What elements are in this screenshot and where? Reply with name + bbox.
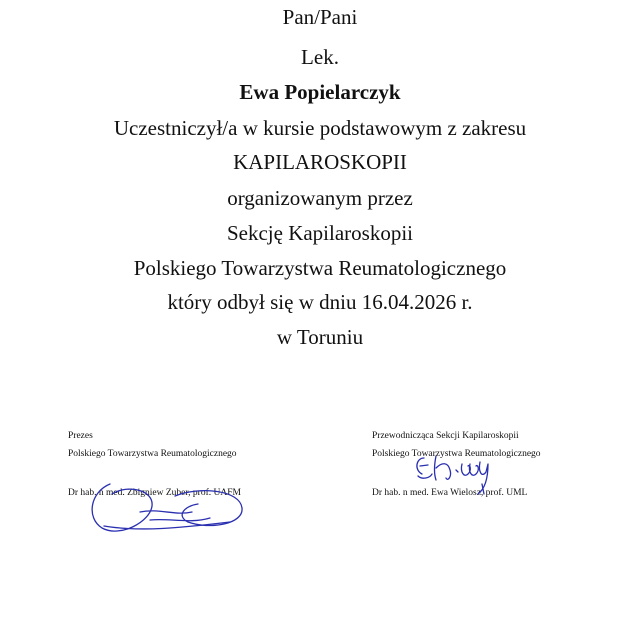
left-signer-role: Prezes (68, 431, 93, 441)
right-handwritten-signature (412, 448, 502, 500)
organized-by: organizowanym przez (227, 186, 413, 210)
left-handwritten-signature (80, 478, 260, 538)
participant-name: Ewa Popielarczyk (239, 80, 401, 104)
section-name: Sekcję Kapilaroskopii (226, 221, 414, 245)
left-signer-name: Dr hab. n med. Zbigniew Zuber, prof. UAFM (68, 488, 241, 498)
course-name: KAPILAROSKOPII (233, 150, 407, 174)
professional-title: Lek. (301, 45, 339, 69)
course-date: który odbył się w dniu 16.04.2026 r. (167, 290, 473, 314)
salutation: Pan/Pani (282, 5, 358, 29)
participation-statement: Uczestniczył/a w kursie podstawowym z zakresu (113, 116, 527, 140)
right-signer-role: Przewodnicząca Sekcji Kapilaroskopii (372, 431, 519, 441)
society-name: Polskiego Towarzystwa Reumatologicznego (133, 256, 507, 280)
right-signer-organization: Polskiego Towarzystwa Reumatologicznego (372, 449, 541, 459)
course-place: w Toruniu (276, 325, 364, 349)
right-signer-name: Dr hab. n med. Ewa Wielosz, prof. UML (372, 488, 528, 498)
left-signer-organization: Polskiego Towarzystwa Reumatologicznego (68, 449, 237, 459)
